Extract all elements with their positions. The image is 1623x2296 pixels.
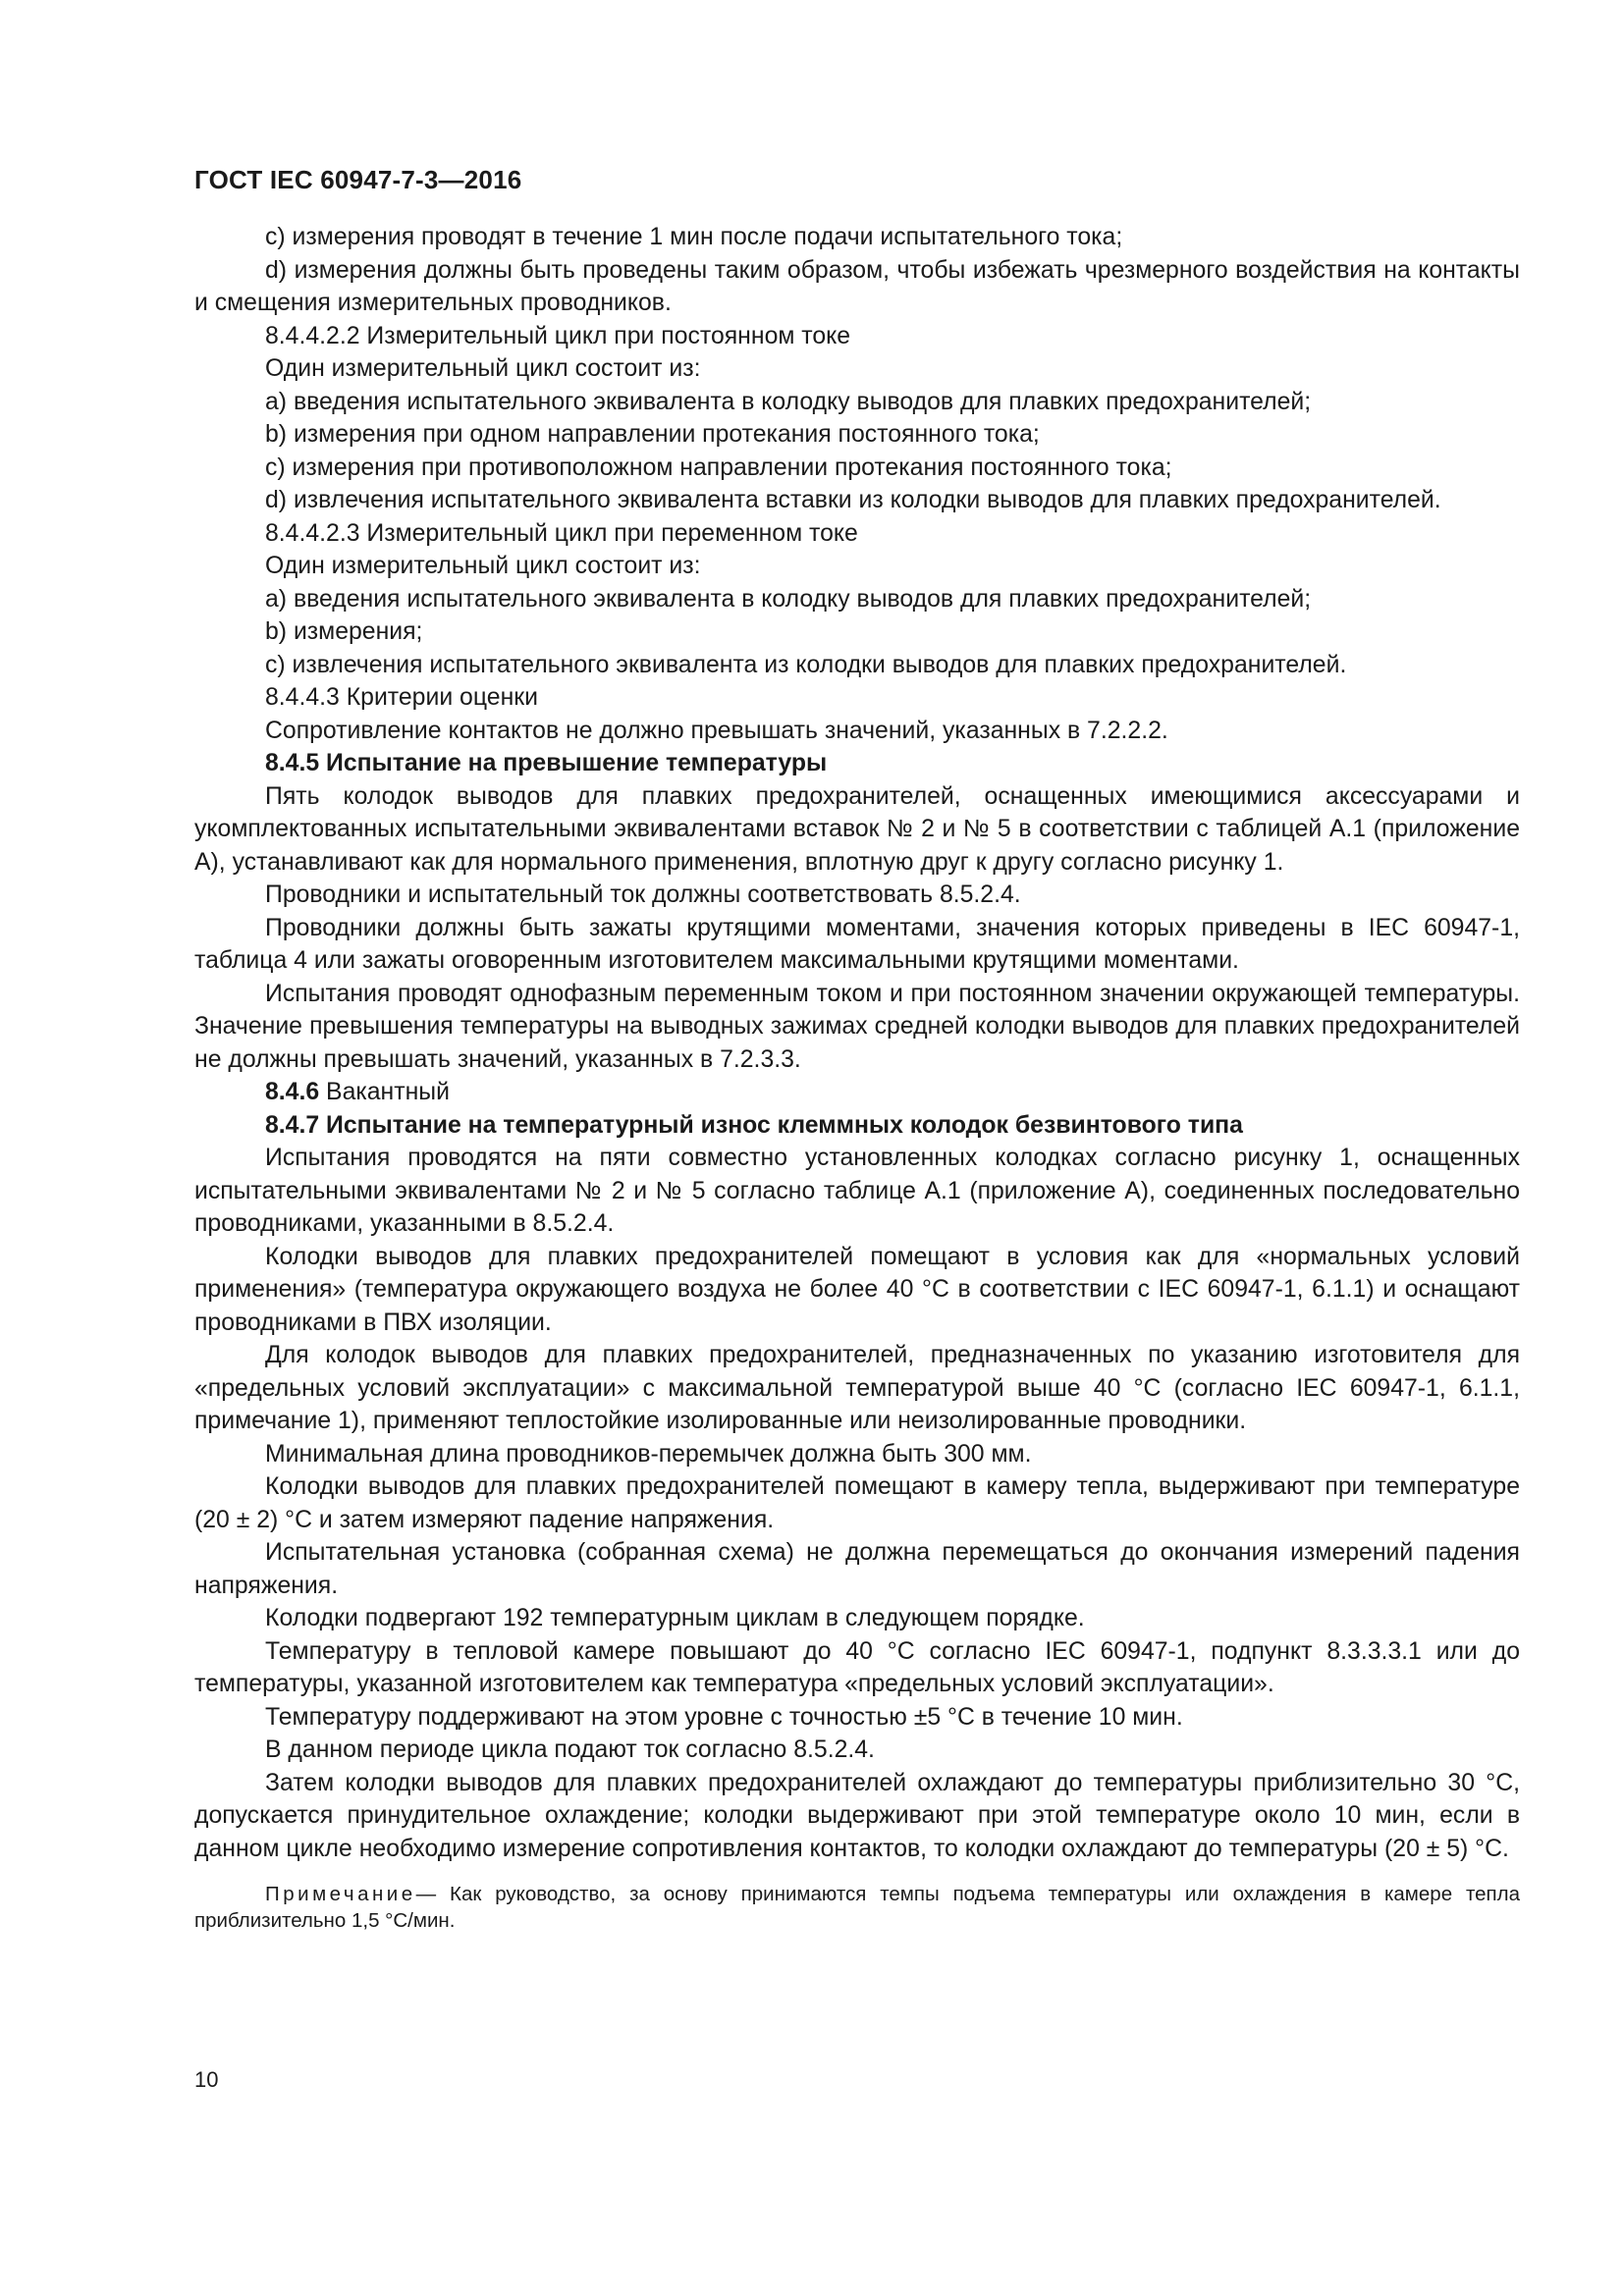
section-number: 8.4.6 <box>265 1079 320 1105</box>
paragraph: Один измерительный цикл состоит из: <box>265 355 701 382</box>
clause-heading-8-4-4-2-2: 8.4.4.2.2 Измерительный цикл при постоянном токе <box>265 322 851 349</box>
paragraph: В данном периоде цикла подают ток согласно 8.5.2.4. <box>265 1736 875 1763</box>
note <box>194 1881 1520 1934</box>
paragraph: Проводники и испытательный ток должны соответствовать 8.5.2.4. <box>265 881 1021 908</box>
list-item-d: d) измерения должны быть проведены таким образом, чтобы избежать чрезмерного воздействия на контакты и смещения измерительных проводников. <box>194 256 1520 316</box>
paragraph: Проводники должны быть зажаты крутящими моментами, значения которых приведены в IEC 60947-1, таблица 4 или зажаты оговоренным изготовителем максимальными крутящими моментами. <box>194 914 1520 974</box>
paragraph: Температуру в тепловой камере повышают до 40 °С согласно IEC 60947-1, подпункт 8.3.3.3.1 или до температуры, указанной изготовителем как температура «предельных условий эксплуатации». <box>194 1637 1520 1697</box>
section-heading-8-4-7: 8.4.7 Испытание на температурный износ клеммных колодок безвинтового типа <box>265 1111 1243 1139</box>
paragraph: Для колодок выводов для плавких предохранителей, предназначенных по указанию изготовителя для «предельных условий эксплуатации» с максимальной температурой выше 40 °С (согласно IEC 60947-1, 6.1.1, примечание 1), применяют теплостойкие изолированные или неизолированные проводники. <box>194 1342 1520 1434</box>
list-item-c: c) измерения при противоположном направлении протекания постоянного тока; <box>265 454 1172 481</box>
paragraph: Один измерительный цикл состоит из: <box>265 553 701 579</box>
list-item-a: a) введения испытательного эквивалента в колодку выводов для плавких предохранителей; <box>265 388 1312 415</box>
section-title: Вакантный <box>326 1079 450 1105</box>
section-heading-8-4-5: 8.4.5 Испытание на превышение температуры <box>265 750 828 776</box>
paragraph: Колодки выводов для плавких предохранителей помещают в камеру тепла, выдерживают при температуре (20 ± 2) °С и затем измеряют падение напряжения. <box>194 1473 1520 1533</box>
paragraph: Испытательная установка (собранная схема) не должна перемещаться до окончания измерений падения напряжения. <box>194 1539 1520 1599</box>
list-item-c: c) измерения проводят в течение 1 мин после подачи испытательного тока; <box>265 224 1123 250</box>
paragraph: Температуру поддерживают на этом уровне с точностью ±5 °С в течение 10 мин. <box>265 1703 1183 1731</box>
document-body <box>194 221 1520 1865</box>
paragraph: Затем колодки выводов для плавких предохранителей охлаждают до температуры приблизительно 30 °С, допускается принудительное охлаждение; колодки выдерживают при этой температуре около 10 мин, если в данном цикле необходимо измерение сопротивления контактов, то колодки охлаждают до температуры (20 ± 5) °С. <box>194 1769 1520 1862</box>
note-text: — Как руководство, за основу принимаются темпы подъема температуры или охлаждения в камере тепла приблизительно 1,5 °С/мин. <box>194 1883 1520 1932</box>
paragraph: Минимальная длина проводников-перемычек должна быть 300 мм. <box>265 1440 1032 1468</box>
document-standard-title: ГОСТ IEC 60947-7-3—2016 <box>194 165 522 194</box>
clause-heading-8-4-4-3: 8.4.4.3 Критерии оценки <box>265 684 538 711</box>
list-item-c: c) извлечения испытательного эквивалента из колодки выводов для плавких предохранителей. <box>265 651 1347 678</box>
list-item-b: b) измерения при одном направлении протекания постоянного тока; <box>265 421 1040 448</box>
list-item-a: a) введения испытательного эквивалента в колодку выводов для плавких предохранителей; <box>265 585 1312 613</box>
note-label: Примечание <box>265 1883 416 1905</box>
paragraph: Сопротивление контактов не должно превышать значений, указанных в 7.2.2.2. <box>265 717 1168 744</box>
list-item-d: d) извлечения испытательного эквивалента вставки из колодки выводов для плавких предохранителей. <box>265 487 1441 513</box>
clause-heading-8-4-4-2-3: 8.4.4.2.3 Измерительный цикл при переменном токе <box>265 519 858 547</box>
page-number: 10 <box>194 2067 219 2092</box>
paragraph: Пять колодок выводов для плавких предохранителей, оснащенных имеющимися аксессуарами и укомплектованных испытательными эквивалентами вставок № 2 и № 5 в соответствии с таблицей А.1 (приложение А), устанавливают как для нормального применения, вплотную друг к другу согласно рисунку 1. <box>194 782 1520 876</box>
paragraph: Колодки подвергают 192 температурным циклам в следующем порядке. <box>265 1605 1085 1631</box>
section-heading-8-4-6 <box>194 1076 1520 1109</box>
paragraph: Колодки выводов для плавких предохранителей помещают в условия как для «нормальных условий применения» (температура окружающего воздуха не более 40 °С в соответствии с IEC 60947-1, 6.1.1) и оснащают проводниками в ПВХ изоляции. <box>194 1243 1520 1336</box>
list-item-b: b) измерения; <box>265 618 423 645</box>
paragraph: Испытания проводят однофазным переменным током и при постоянном значении окружающей температуры. Значение превышения температуры на выводных зажимах средней колодки выводов для плавких предохранителей не должны превышать значений, указанных в 7.2.3.3. <box>194 980 1520 1073</box>
document-page <box>194 165 1520 1954</box>
paragraph: Испытания проводятся на пяти совместно установленных колодках согласно рисунку 1, оснащенных испытательными эквивалентами № 2 и № 5 согласно таблице А.1 (приложение А), соединенных последовательно проводниками, указанными в 8.5.2.4. <box>194 1145 1520 1237</box>
